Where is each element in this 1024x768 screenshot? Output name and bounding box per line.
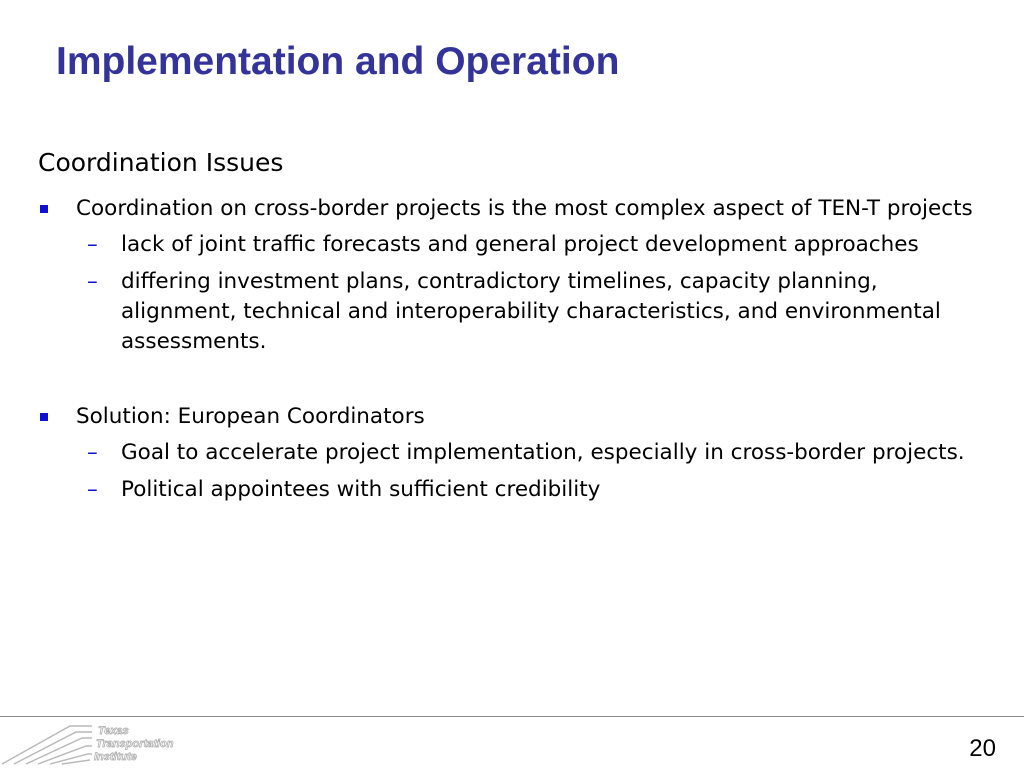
section-heading: Coordination Issues [38, 148, 284, 177]
dash-bullet-icon: – [87, 440, 98, 465]
sub-bullet-item [38, 438, 998, 468]
logo-text-line: Transportation [96, 738, 174, 750]
sub-bullet-text: differing investment plans, contradictory timelines, capacity planning, alignment, technical and interoperability characteristics, and environmental assessments. [121, 269, 941, 354]
footer-divider [0, 716, 1024, 717]
sub-bullet-item [38, 475, 998, 505]
page-number: 20 [969, 735, 996, 762]
bullet-text: Coordination on cross-border projects is the most complex aspect of TEN-T projects [76, 196, 973, 221]
sub-bullet-item [38, 267, 998, 357]
logo-text-line: Institute [94, 751, 137, 763]
bullet-item [38, 194, 998, 224]
logo-text-line: Texas [98, 725, 129, 737]
sub-bullet-text: lack of joint traffic forecasts and general project development approaches [121, 232, 919, 257]
slide-title: Implementation and Operation [56, 40, 620, 83]
sub-bullet-text: Political appointees with sufficient credibility [121, 477, 601, 502]
dash-bullet-icon: – [87, 232, 98, 257]
slide-content [38, 146, 998, 512]
bullet-item [38, 402, 998, 432]
dash-bullet-icon: – [87, 269, 98, 294]
square-bullet-icon [40, 205, 48, 213]
dash-bullet-icon: – [87, 477, 98, 502]
bullet-text: Solution: European Coordinators [76, 404, 425, 429]
square-bullet-icon [40, 413, 48, 421]
sub-bullet-item [38, 230, 998, 260]
tti-logo [0, 720, 200, 766]
sub-bullet-text: Goal to accelerate project implementation, especially in cross-border projects. [121, 440, 965, 465]
